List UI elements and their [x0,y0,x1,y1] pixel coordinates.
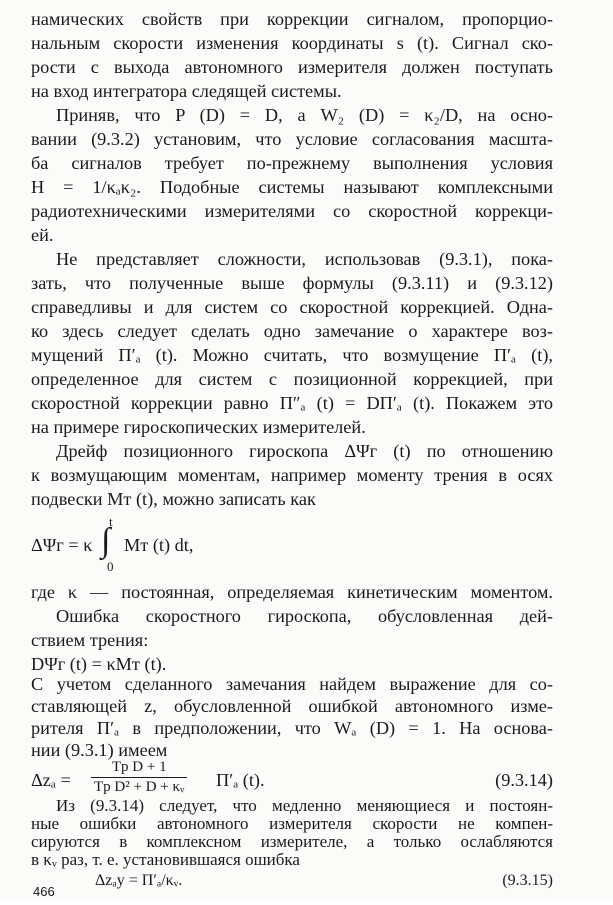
fraction-numerator: Tр D + 1 [91,758,187,778]
equation-9-3-14-lhs: Δzₐ = [31,770,71,790]
text-line-6: вании (9.3.2) установим, что условие согласования масшта- [31,129,553,149]
text-line-10: ей. [31,225,54,245]
text-line-9: радиотехническими измерителями со скоростной коррекци- [31,201,553,221]
text-line-14: ко здесь следует сделать одно замечание о характере воз- [31,321,553,341]
text-line-5: Приняв, что P (D) = D, а W₂ (D) = κ₂/D, на осно- [56,105,553,125]
equation-number-9-3-15: (9.3.15) [502,872,553,889]
equation-9-3-15 [95,871,553,897]
text-line-18: на примере гироскопических измерителей. [31,417,366,437]
text-line-16: определенное для систем с позиционной коррекцией, при [31,369,553,389]
integrand: Mт (t) dt, [124,535,194,555]
text-line-11: Не представляет сложности, использовав (9.3.1), пока- [56,249,553,269]
integral-sign: ∫ [101,522,111,559]
text-line-23: Ошибка скоростного гироскопа, обусловленная дей- [56,606,553,626]
text-line-31: сируются в комплексном измерителе, а только ослабляются [31,832,553,851]
text-line-32: в κᵥ раз, т. е. установившаяся ошибка [31,850,300,869]
text-line-13: справедливы и для систем со скоростной коррекцией. Одна- [31,297,553,317]
text-line-12: зать, что полученные выше формулы (9.3.11) и (9.3.12) [31,273,553,293]
equation-9-3-14-fraction [91,758,187,797]
text-line-30: ные ошибки автономного измерителя скорости не компен- [31,814,553,833]
text-line-25: С учетом сделанного замечания найдем выражение для со- [31,674,553,694]
text-line-27: рителя Π′ₐ в предположении, что Wₐ (D) = 1. На основа- [31,718,553,738]
equation-9-3-15-expression: Δzₐу = Π′ₐ/κᵥ. [95,872,183,889]
text-line-21: подвески Mт (t), можно записать как [31,489,316,509]
equation-number-9-3-14: (9.3.14) [495,770,553,790]
equation-9-3-14-rhs: Π′ₐ (t). [216,770,265,790]
text-line-22: где κ — постоянная, определяемая кинетическим моментом. [31,582,553,602]
text-line-4: на вход интегратора следящей системы. [31,81,342,101]
text-line-19: Дрейф позиционного гироскопа ΔΨг (t) по отношению [56,441,553,461]
text-line-15: мущений Π′ₐ (t). Можно считать, что возмущение Π′ₐ (t), [31,345,553,365]
equation-gyro-error: DΨг (t) = κMт (t). [31,654,167,674]
text-line-20: к возмущающим моментам, например моменту трения в осях [31,465,553,485]
text-line-1: намических свойств при коррекции сигналом, пропорцио- [31,9,553,29]
fraction-denominator: Tр D² + D + κᵥ [94,779,185,795]
text-line-28: нии (9.3.1) имеем [31,740,168,760]
text-line-24: ствием трения: [31,630,149,650]
text-line-3: рости с выхода автономного измерителя должен поступать [31,57,553,77]
integral-lower-limit: 0 [107,559,114,574]
page-number: 466 [33,884,55,899]
text-line-26: ставляющей z, обусловленной ошибкой автономного изме- [31,696,553,716]
equation-lhs: ΔΨг = κ [31,535,93,555]
text-line-29: Из (9.3.14) следует, что медленно меняющиеся и постоян- [56,796,553,815]
integral-upper-limit: t [109,514,113,529]
text-line-8: H = 1/κₐκ₂. Подобные системы называют комплексными [31,177,553,197]
text-line-7: ба сигналов требует по-прежнему выполнения условия [31,153,553,173]
text-line-17: скоростной коррекции равно Π″ₐ (t) = DΠ′ₐ (t). Покажем это [31,393,553,413]
text-line-2: нальным скорости изменения координаты s (t). Сигнал ско- [31,33,553,53]
